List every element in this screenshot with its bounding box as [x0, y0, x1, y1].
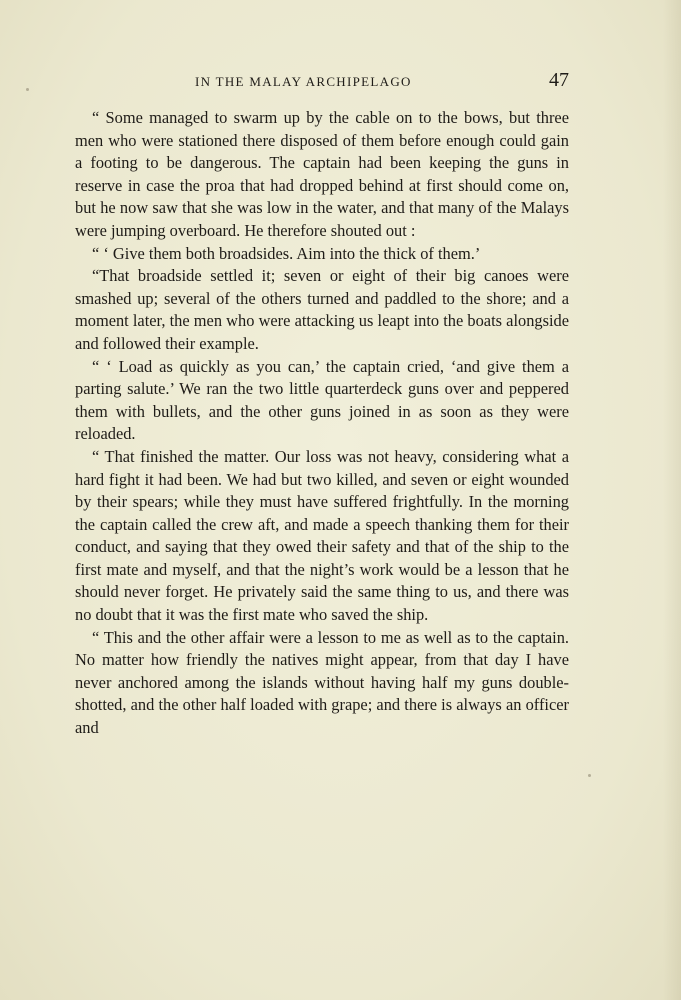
body-text	[75, 107, 569, 740]
page-number: 47	[549, 69, 569, 91]
paragraph: “ ‘ Load as quickly as you can,’ the captain cried, ‘and give them a parting salute.’ We ran the two little quarterdeck guns over and peppered them with bullets, and the other guns joined in as soon as they were reloaded.	[75, 356, 569, 444]
paragraph: “ That finished the matter. Our loss was not heavy, considering what a hard fight it had been. We had but two killed, and seven or eight wounded by their spears; while they must have suffered frightfully. In the morning the captain called the crew aft, and made a speech thanking them for their conduct, and saying that they owed their safety and that of the ship to the first mate and myself, and that the night’s work would be a lesson that he should never forget. He privately said the same thing to us, and there was no doubt that it was the first mate who saved the ship.	[75, 446, 569, 625]
paragraph: “ ‘ Give them both broadsides. Aim into the thick of them.’	[92, 243, 481, 263]
running-head	[75, 69, 569, 96]
running-title: IN THE MALAY ARCHIPELAGO	[195, 74, 412, 89]
page-edge-shadow	[663, 0, 681, 1000]
paper-speck	[26, 88, 29, 91]
paragraph: “ Some managed to swarm up by the cable on to the bows, but three men who were stationed there disposed of them before enough could gain a footing to be dangerous. The captain had been keeping the guns in reserve in case the proa that had dropped behind at first should come on, but he now saw that she was low in the water, and that many of the Malays were jumping overboard. He therefore shouted out :	[75, 108, 569, 240]
paragraph: “ This and the other affair were a lesson to me as well as to the captain. No matter how friendly the natives might appear, from that day I have never anchored among the islands without having half my guns double-shotted, and the other half loaded with grape; and there is always an officer and	[75, 627, 569, 738]
paragraph: “That broadside settled it; seven or eight of their big canoes were smashed up; several of the others turned and paddled to the shore; and a moment later, the men who were attacking us leapt into the boats alongside and followed their example.	[75, 266, 569, 353]
paper-speck	[588, 774, 591, 777]
